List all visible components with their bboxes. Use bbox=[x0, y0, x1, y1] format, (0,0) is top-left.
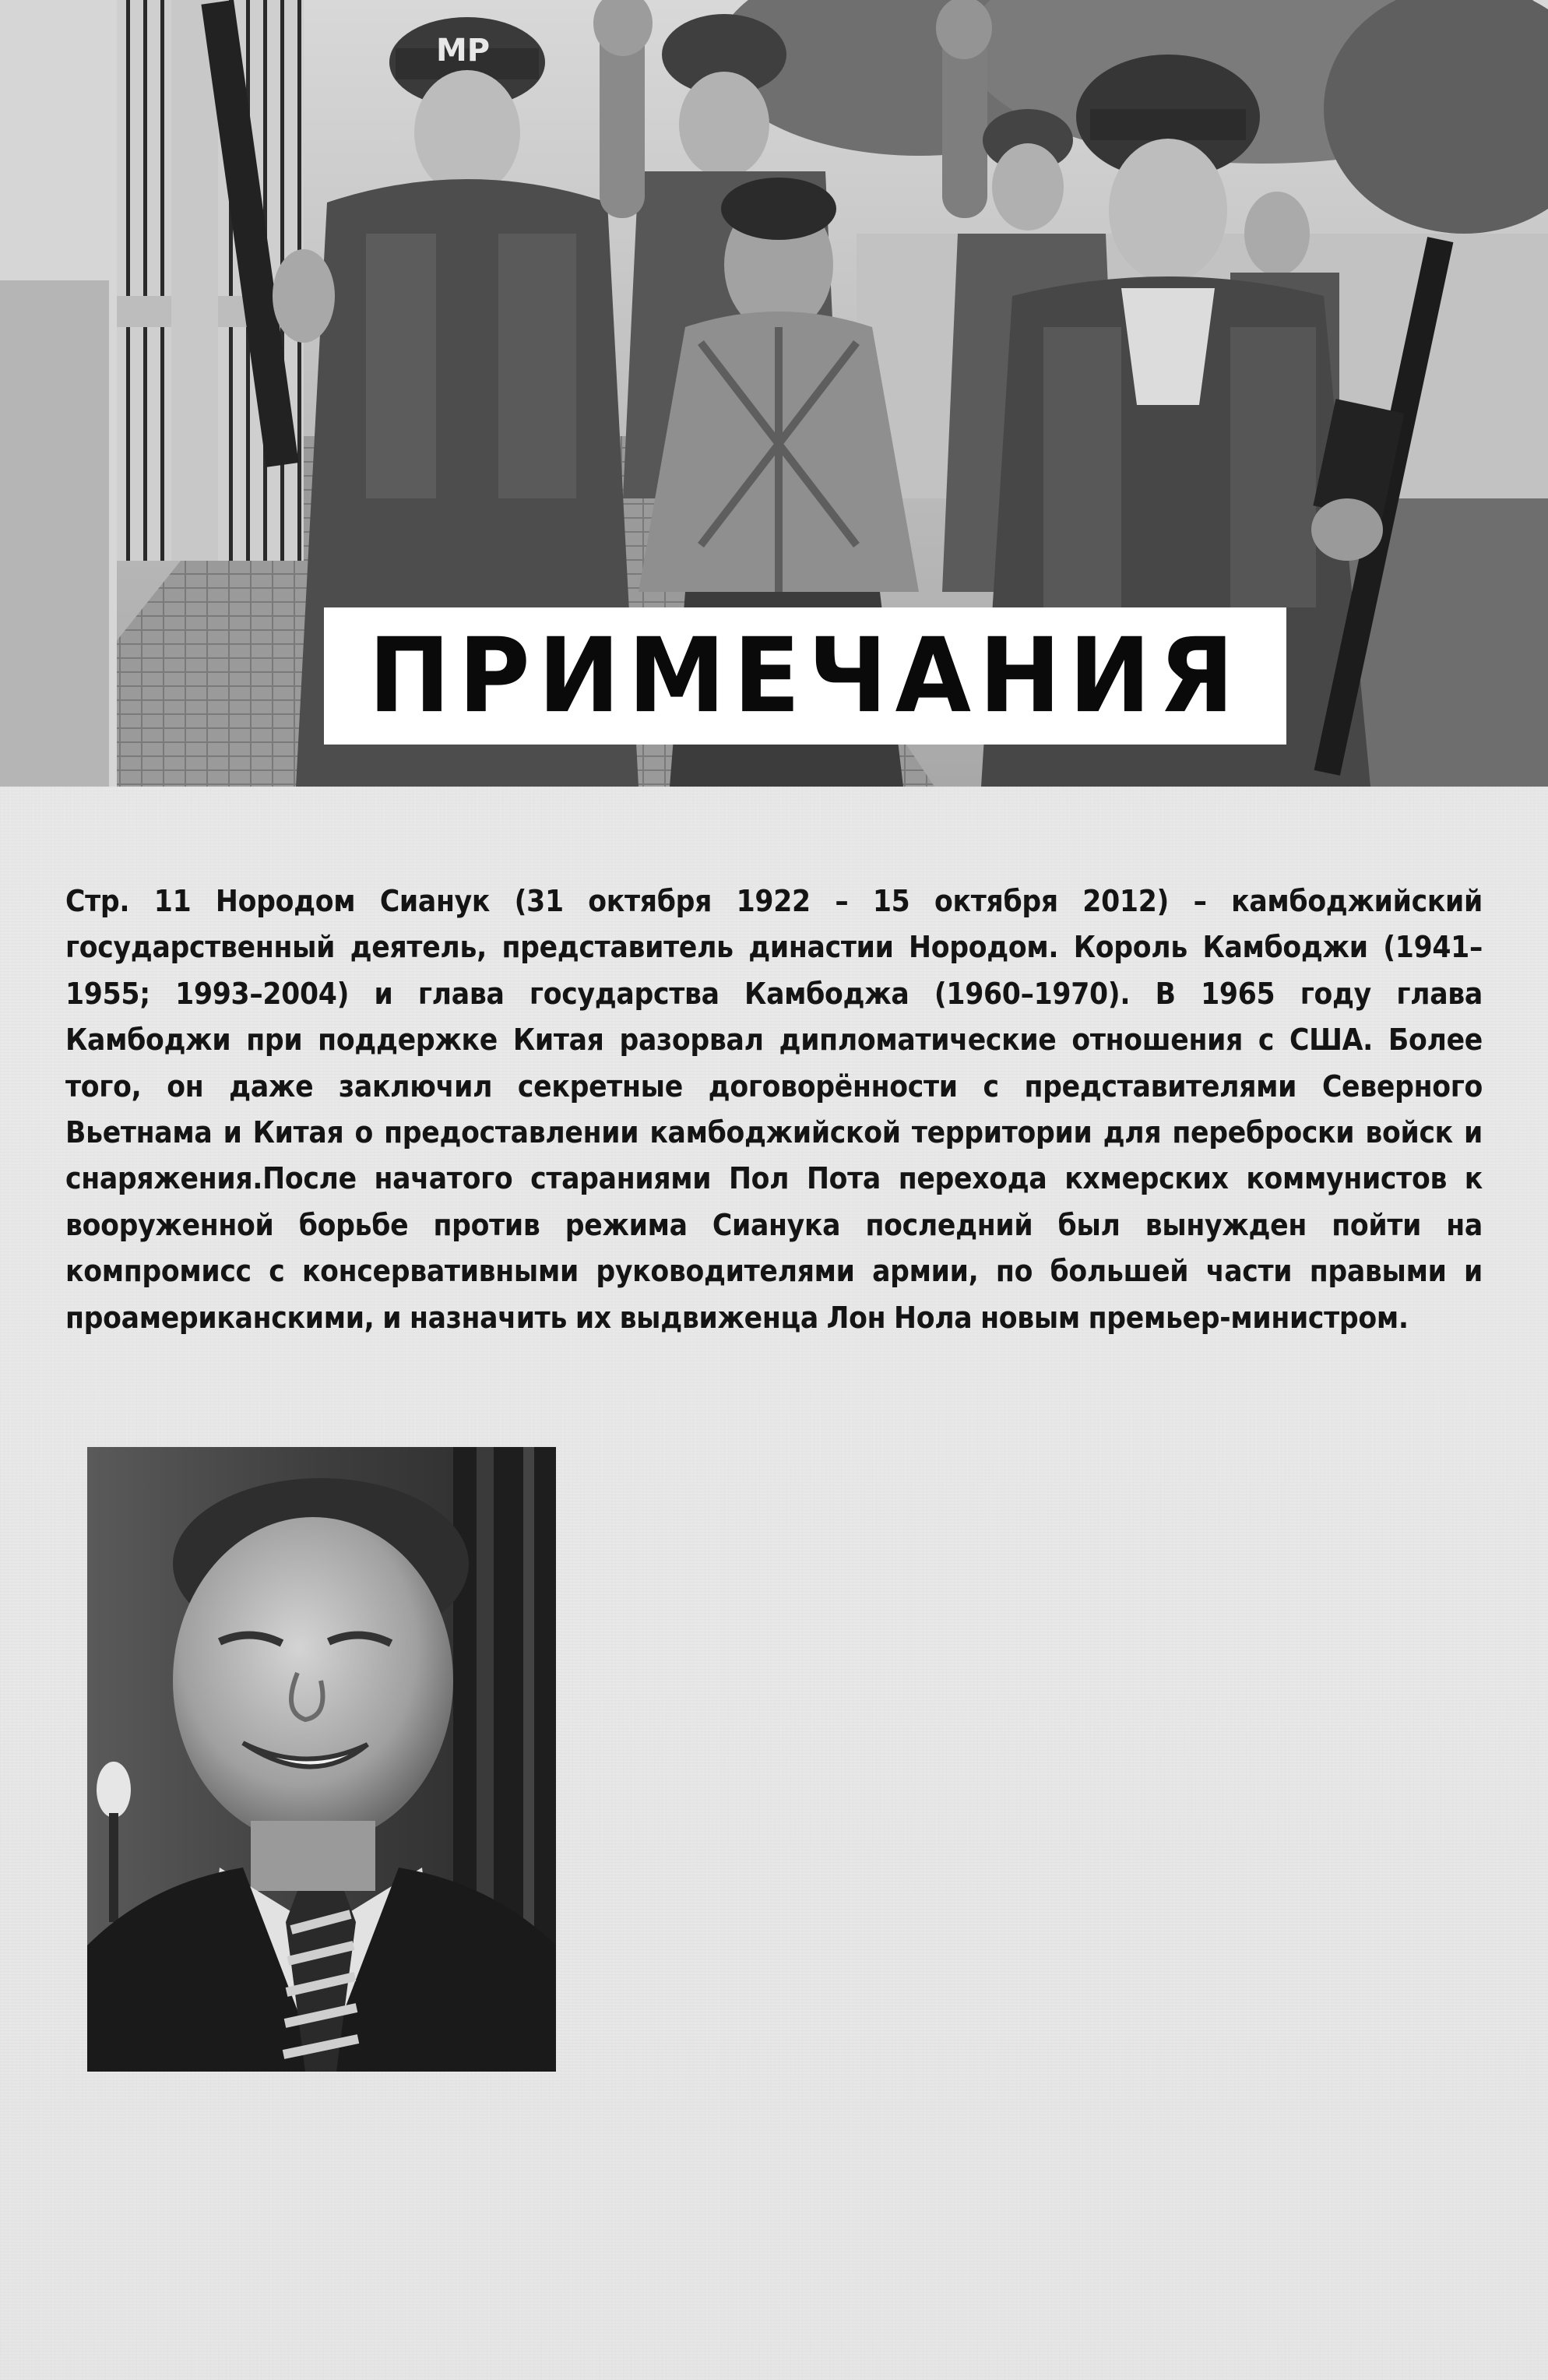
norodom-sihanouk-portrait-photo bbox=[87, 1447, 556, 2072]
page-title: ПРИМЕЧАНИЯ bbox=[368, 615, 1242, 736]
svg-text:MP: MP bbox=[436, 33, 491, 69]
portrait-photo bbox=[87, 1447, 556, 2072]
note-paragraph: Стр. 11 Нородом Сианук (31 октября 1922 – 15 октября 2012) – камбоджийский государственный деятель, представитель династии Нородом. Король Камбоджи (1941–1955; 1993–2004) и глава государства Камбоджа (1960–1970). В 1965 году глава Камбоджи при поддержке Китая разорвал дипломатические отношения с США. Более того, он даже заключил секретные договорённости с представителями Северного Вьетнама и Китая о предоставлении камбоджийской территории для переброски войск и снаряжения.После начатого стараниями Пол Пота перехода кхмерских коммунистов к вооруженной борьбе против режима Сианука последний был вынужден пойти на компромисс с консервативными руководителями армии, по большей части правыми и проамериканскими, и назначить их выдвиженца Лон Нола новым премьер-министром. bbox=[65, 884, 1483, 1336]
title-box bbox=[324, 607, 1286, 745]
header-photo bbox=[0, 0, 1548, 787]
